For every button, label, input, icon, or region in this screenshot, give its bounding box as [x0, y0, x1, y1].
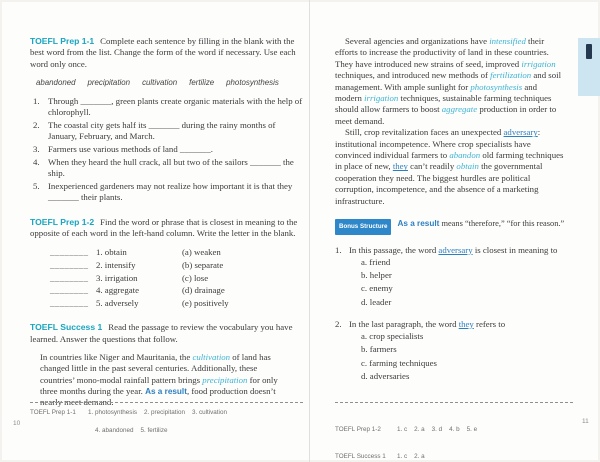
- answer-blank: ________: [50, 259, 89, 270]
- text-run: techniques, and introduced new methods of: [335, 70, 491, 81]
- sentence-text: Inexperienced gardeners may not realize how important it is that they _______ their plants.: [48, 181, 293, 203]
- text-run: their efforts to increase the productivity of land in these countries. They have introduced new strains of seed, improved: [335, 36, 549, 69]
- link-text-run: adversary: [503, 127, 538, 138]
- answer-key-row: [335, 425, 573, 434]
- answer-option: b. farmers: [361, 344, 397, 355]
- sentence-number: 2.: [33, 120, 40, 131]
- answer-option: d. leader: [361, 296, 392, 307]
- matching-option: (d) drainage: [182, 285, 225, 296]
- matching-row: [50, 272, 303, 285]
- vocab-text-run: obtain: [456, 161, 479, 172]
- matching-word: 5. adversely: [96, 297, 139, 308]
- answer-option: c. enemy: [361, 283, 393, 294]
- bonus-structure-text: [397, 218, 566, 229]
- section-toefl-success-1: [30, 322, 303, 408]
- answer-blank: ________: [50, 247, 89, 258]
- prep2-heading: TOEFL Prep 1-2: [30, 216, 95, 227]
- vocab-text-run: aggregate: [441, 104, 478, 115]
- answer-key-values: [88, 408, 227, 435]
- text-run: can’t readily: [407, 161, 457, 172]
- text-run: : institutional incompetence. Where crop specialists have convinced individual farmers to: [335, 127, 541, 161]
- section-toefl-prep-1-2: [30, 217, 303, 310]
- sentence-number: 3.: [33, 144, 40, 155]
- fill-in-sentence-list: [33, 96, 303, 204]
- text-run: , food production doesn’t nearly meet demand.: [40, 385, 276, 408]
- matching-word: 3. irrigation: [96, 272, 138, 283]
- answer-key-label: TOEFL Prep 1-2: [335, 426, 381, 433]
- section-toefl-prep-1-1: [30, 36, 303, 204]
- matching-option: (e) positively: [182, 297, 229, 308]
- question-stem: [349, 319, 566, 330]
- answer-blank: ________: [50, 272, 89, 283]
- success1-instructions: Read the passage to review the vocabulary you have learned. Answer the questions that follow.: [30, 322, 293, 344]
- text-run: techniques, sustainable farming techniques should allow farmers to boost: [335, 93, 552, 115]
- word-bank-item: precipitation: [87, 77, 131, 87]
- sentence-item: [33, 157, 303, 180]
- text-run: and modern: [335, 81, 538, 104]
- prep1-instructions: Complete each sentence by filling in the blank with the best word from the list. Change the form of the word if necessary. Use each word only once.: [30, 36, 296, 69]
- text-run: In this passage, the word: [349, 244, 439, 255]
- text-run: for only three months during the year.: [40, 374, 278, 396]
- success1-heading: TOEFL Success 1: [30, 322, 103, 333]
- word-bank-item: abandoned: [36, 77, 76, 87]
- link-text-run: they: [458, 318, 474, 329]
- page-left: [30, 36, 303, 417]
- sentence-text: Farmers use various methods of land _______.: [48, 144, 213, 155]
- matching-word: 1. obtain: [96, 247, 127, 258]
- page-number-left: 10: [13, 420, 21, 427]
- matching-row: [50, 297, 303, 310]
- sentence-number: 5.: [33, 181, 40, 192]
- text-run: production in order to meet demand.: [335, 104, 557, 126]
- text-run: Several agencies and organizations have: [345, 36, 490, 46]
- vocab-text-run: photosynthesis: [470, 81, 523, 92]
- answer-option: d. adversaries: [361, 370, 410, 381]
- word-bank-item: fertilize: [189, 77, 215, 87]
- page-number-right: 11: [582, 418, 589, 425]
- vocab-text-run: irrigation: [521, 58, 556, 69]
- vocab-text-run: intensified: [489, 36, 526, 46]
- review-passage: [40, 352, 292, 408]
- matching-row: [50, 259, 303, 272]
- text-run: and soil management. With ample sunlight for: [335, 70, 562, 92]
- prep2-instructions: Find the word or phrase that is closest in meaning to the opposite of each word in the left-hand column. Write the letter in the blank.: [30, 216, 298, 239]
- link-text-run: adversary: [438, 244, 473, 255]
- vocab-text-run: irrigation: [364, 93, 399, 104]
- answer-key-label: TOEFL Prep 1-1: [30, 409, 76, 416]
- question-2: [335, 319, 566, 383]
- answer-option: a. crop specialists: [361, 331, 424, 342]
- text-run: means “therefore,” “for this reason.”: [439, 219, 565, 229]
- sentence-number: 1.: [33, 96, 40, 107]
- prep1-heading: TOEFL Prep 1-1: [30, 36, 95, 46]
- vocab-text-run: fertilization: [490, 70, 532, 81]
- passage-paragraph-2: [335, 127, 566, 207]
- question-body: [349, 245, 566, 309]
- success1-intro-paragraph: [30, 322, 303, 345]
- answer-key-right: [335, 402, 573, 462]
- matching-option: (a) weaken: [182, 247, 221, 258]
- sentence-item: [33, 120, 303, 143]
- text-run: is closest in meaning to: [472, 244, 558, 255]
- matching-word: 4. aggregate: [96, 285, 139, 296]
- question-body: [349, 319, 566, 383]
- answer-key-values: 1. c 2. a 3. d 4. b 5. e: [397, 426, 478, 433]
- text-run: old farming techniques in place of new,: [335, 150, 564, 172]
- answer-key-row: [335, 452, 573, 461]
- prep1-intro-paragraph: [30, 36, 303, 70]
- vocab-text-run: precipitation: [202, 374, 248, 385]
- text-run: In the last paragraph, the word: [349, 318, 459, 329]
- answer-option: c. farming techniques: [361, 357, 437, 368]
- vocab-text-run: abandon: [449, 150, 481, 161]
- passage-paragraph-1: [335, 36, 566, 127]
- sentence-number: 4.: [33, 157, 40, 168]
- unit-edge-tab: [578, 38, 600, 96]
- matching-row: [50, 284, 303, 297]
- answer-key-values: 1. c 2. a: [397, 453, 425, 460]
- matching-option: (c) lose: [182, 272, 209, 283]
- vocab-text-run: cultivation: [192, 351, 231, 362]
- link-text-run: they: [392, 161, 408, 172]
- boldblue-text-run: As a result: [397, 219, 440, 229]
- answer-key-line: 1. photosynthesis 2. precipitation 3. cultivation: [88, 409, 227, 416]
- word-bank-item: cultivation: [142, 77, 178, 87]
- unit-tab-label-mark: [586, 44, 592, 59]
- matching-table: [50, 246, 303, 309]
- text-run: the governmental cooperation they need. The biggest hurdles are political corruption, incompetence, and the absence of a marketing infrastructure.: [335, 161, 543, 206]
- text-run: of land has changed little in the past several centuries. Additionally, these countries’ mono-modal rainfall pattern brings: [40, 351, 271, 385]
- answer-blank: ________: [50, 285, 89, 296]
- matching-word: 2. intensify: [96, 259, 136, 270]
- question-1: [335, 245, 566, 309]
- answer-option: a. friend: [361, 256, 391, 267]
- sentence-text: Through _______, green plants create organic materials with the help of chlorophyll.: [48, 96, 303, 118]
- matching-row: [50, 246, 303, 259]
- sentence-item: [33, 144, 303, 155]
- answer-key-left: [30, 402, 303, 435]
- answer-blank: ________: [50, 297, 89, 308]
- sentence-item: [33, 96, 303, 119]
- text-run: Still, crop revitalization faces an unexpected: [345, 127, 504, 138]
- text-run: In countries like Niger and Mauritania, the: [40, 351, 193, 362]
- sentence-item: [33, 181, 303, 204]
- answer-key-label: TOEFL Success 1: [335, 453, 386, 460]
- question-number: 2.: [335, 318, 342, 329]
- word-bank-item: photosynthesis: [226, 77, 279, 87]
- matching-option: (b) separate: [182, 259, 224, 270]
- answer-option: b. helper: [361, 270, 392, 281]
- sentence-text: When they heard the hull crack, all but two of the sailors _______ the ship.: [48, 157, 294, 179]
- answer-key-line: 4. abandoned 5. fertilize: [95, 427, 168, 434]
- bonus-structure-note: [335, 218, 566, 234]
- bonus-structure-badge: Bonus Structure: [335, 219, 391, 234]
- sentence-text: The coastal city gets half its _______ during the rainy months of January, February, and March.: [48, 120, 276, 142]
- boldblue-text-run: As a result: [145, 386, 187, 396]
- text-run: refers to: [473, 318, 506, 329]
- word-bank: [36, 77, 303, 88]
- question-stem: [349, 245, 566, 256]
- page-right: [335, 36, 566, 383]
- page-spine-divider: [309, 0, 310, 462]
- question-number: 1.: [335, 244, 342, 255]
- prep2-intro-paragraph: [30, 217, 303, 240]
